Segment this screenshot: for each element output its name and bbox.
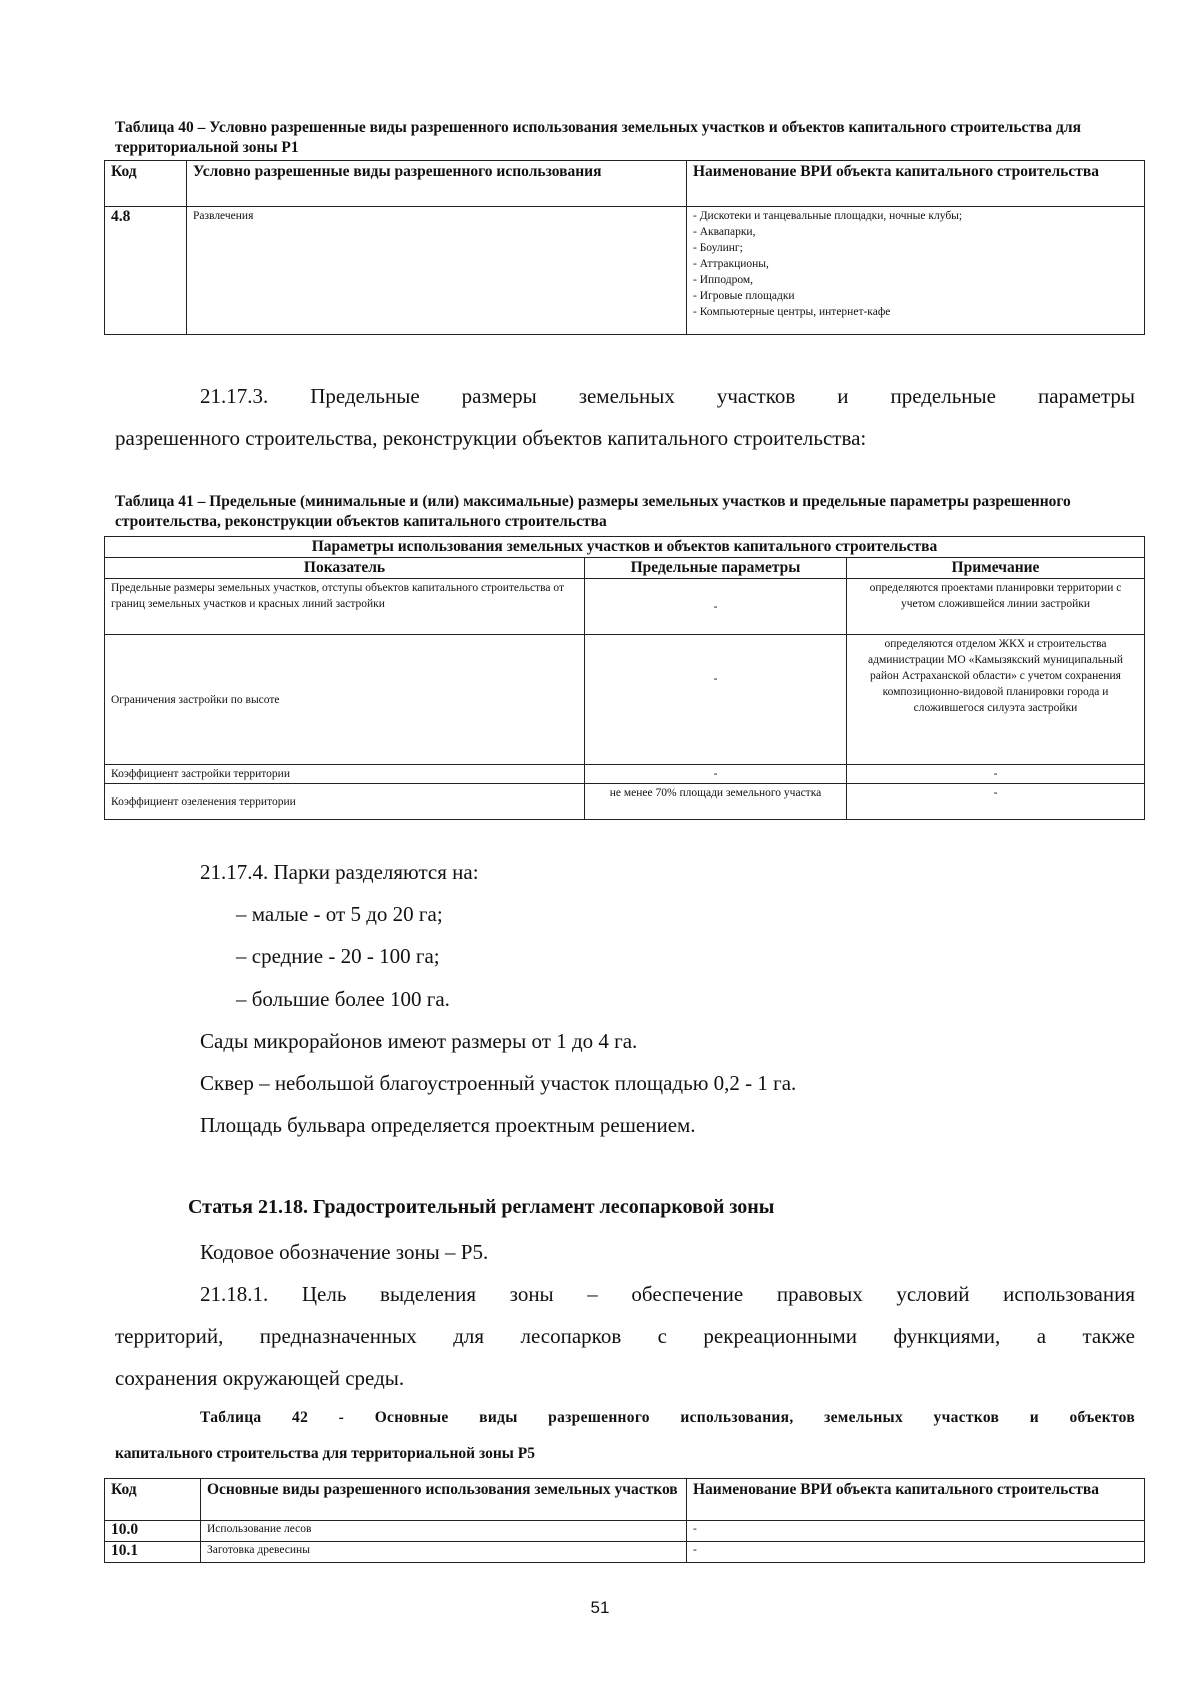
table41-header-param: Предельные параметры [585, 558, 847, 579]
table42-caption-line1: Таблица 42 - Основные виды разрешенного использования, земельных участков и объектов [200, 1409, 1135, 1426]
table41-row-param: - [585, 765, 847, 784]
parks-item: – большие более 100 га. [236, 987, 450, 1011]
table42-caption-line2: капитального строительства для территориальной зоны Р5 [115, 1445, 535, 1462]
table40-object: - Аквапарки, [693, 226, 756, 238]
table40-row-code: 4.8 [105, 207, 187, 335]
table40-object: - Компьютерные центры, интернет-кафе [693, 306, 891, 318]
table41 [104, 536, 1145, 820]
table40 [104, 160, 1145, 335]
table42-row-type: Использование лесов [201, 1521, 687, 1542]
parks-intro: 21.17.4. Парки разделяются на: [200, 860, 479, 884]
zone-code-line: Кодовое обозначение зоны – Р5. [200, 1240, 489, 1264]
article-21-18-title: Статья 21.18. Градостроительный регламент лесопарковой зоны [188, 1196, 775, 1218]
boulevard-text: Площадь бульвара определяется проектным решением. [200, 1113, 696, 1137]
table40-header-name: Наименование ВРИ объекта капитального строительства [687, 161, 1145, 207]
table41-group-header: Параметры использования земельных участков и объектов капитального строительства [105, 537, 1145, 558]
square-text: Сквер – небольшой благоустроенный участок площадью 0,2 - 1 га. [200, 1071, 797, 1095]
section-21-17-3-line2: разрешенного строительства, реконструкции объектов капитального строительства: [115, 426, 867, 450]
parks-item: – малые - от 5 до 20 га; [236, 902, 443, 926]
table42-row-type: Заготовка древесины [201, 1542, 687, 1563]
table41-row-indicator: Коэффициент озеленения территории [105, 784, 585, 820]
parks-item: – средние - 20 - 100 га; [236, 944, 440, 968]
table42-header-name: Наименование ВРИ объекта капитального строительства [687, 1479, 1145, 1521]
table41-header-note: Примечание [847, 558, 1145, 579]
table41-row-indicator: Ограничения застройки по высоте [105, 635, 585, 765]
table42-header-code: Код [105, 1479, 201, 1521]
table42-row-code: 10.0 [105, 1521, 201, 1542]
table41-row-indicator: Коэффициент застройки территории [105, 765, 585, 784]
table41-row-param: - [585, 635, 847, 765]
gardens-text: Сады микрорайонов имеют размеры от 1 до 4 га. [200, 1029, 638, 1053]
goal-line3: сохранения окружающей среды. [115, 1366, 405, 1390]
table41-caption: Таблица 41 – Предельные (минимальные и (или) максимальные) размеры земельных участков и предельные параметры разрешенного строительства, реконструкции объектов капитального строительства [115, 493, 1071, 530]
page-number: 51 [590, 1598, 610, 1617]
table42 [104, 1478, 1145, 1563]
table40-object: - Боулинг; [693, 242, 743, 254]
table41-header-indicator: Показатель [105, 558, 585, 579]
table41-row-param: не менее 70% площади земельного участка [585, 784, 847, 820]
table40-row-type: Развлечения [187, 207, 687, 335]
table40-object: - Игровые площадки [693, 290, 795, 302]
table41-row-param: - [585, 579, 847, 635]
table42-row-code: 10.1 [105, 1542, 201, 1563]
table40-header-type: Условно разрешенные виды разрешенного использования [187, 161, 687, 207]
goal-line1: 21.18.1. Цель выделения зоны – обеспечение правовых условий использования [200, 1282, 1135, 1306]
table40-object: - Ипподром, [693, 274, 754, 286]
table41-row-note: - [847, 784, 1145, 820]
table40-object: - Дискотеки и танцевальные площадки, ночные клубы; [693, 210, 963, 222]
table40-header-code: Код [105, 161, 187, 207]
table42-row-name: - [687, 1542, 1145, 1563]
section-21-17-3-line1: 21.17.3. Предельные размеры земельных участков и предельные параметры [200, 384, 1135, 408]
table42-row-name: - [687, 1521, 1145, 1542]
table40-object: - Аттракционы, [693, 258, 769, 270]
table41-row-note: - [847, 765, 1145, 784]
table41-row-note: определяются отделом ЖКХ и строительства администрации МО «Камызякский муниципальный район Астраханской области» с учетом сохранения композиционно-видовой планировки города и сложившегося силуэта застройки [847, 635, 1145, 765]
table40-caption: Таблица 40 – Условно разрешенные виды разрешенного использования земельных участков и объектов капитального строительства для территориальной зоны Р1 [115, 119, 1081, 156]
table40-row-objects [687, 207, 1145, 335]
goal-line2: территорий, предназначенных для лесопарков с рекреационными функциями, а также [115, 1324, 1135, 1348]
table41-row-indicator: Предельные размеры земельных участков, отступы объектов капитального строительства от границ земельных участков и красных линий застройки [105, 579, 585, 635]
table42-header-type: Основные виды разрешенного использования земельных участков [201, 1479, 687, 1521]
table41-row-note: определяются проектами планировки территории с учетом сложившейся линии застройки [847, 579, 1145, 635]
